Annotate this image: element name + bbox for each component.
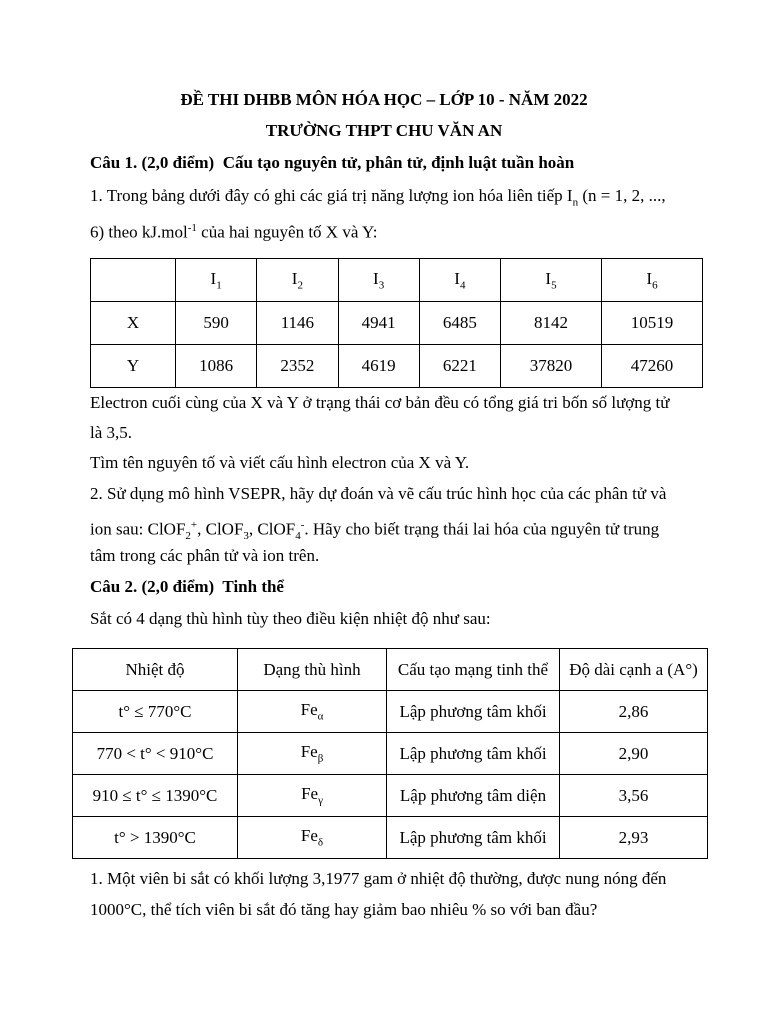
q2-topic: Tinh thể bbox=[222, 577, 284, 596]
table-row bbox=[73, 733, 708, 775]
edge-length-cell: 2,90 bbox=[560, 733, 708, 775]
q2-heading bbox=[90, 576, 710, 598]
q2-label: Câu 2. (2,0 điểm) bbox=[90, 577, 215, 596]
table-cell: 4619 bbox=[338, 345, 419, 388]
temperature-cell: t° ≤ 770°C bbox=[73, 691, 238, 733]
table-row bbox=[73, 775, 708, 817]
q1-after-line3: Tìm tên nguyên tố và viết cấu hình electron của X và Y. bbox=[90, 453, 470, 472]
table-row bbox=[73, 817, 708, 859]
table-corner-cell bbox=[91, 259, 176, 302]
allotrope-cell: $Fe_\alpha$ bbox=[238, 691, 387, 733]
table-cell: 6221 bbox=[419, 345, 500, 388]
header-cell: Cấu tạo mạng tinh thể bbox=[387, 649, 560, 691]
q1-item2-line1: 2. Sử dụng mô hình VSEPR, hãy dự đoán và vẽ cấu trúc hình học của các phân tử và bbox=[90, 484, 667, 503]
q1-paragraph-line1: 1. Trong bảng dưới đây có ghi các giá trị năng lượng ion hóa liên tiếp $I_n$ (n = 1, 2, ..., bbox=[90, 186, 666, 209]
table-cell: 6485 bbox=[419, 302, 500, 345]
q1-after-line2: là 3,5. bbox=[90, 423, 133, 442]
q1-topic: Cấu tạo nguyên tử, phân tử, định luật tuần hoàn bbox=[222, 153, 575, 172]
table-cell: 1086 bbox=[176, 345, 257, 388]
temperature-cell: t° > 1390°C bbox=[73, 817, 238, 859]
edge-length-cell: 3,56 bbox=[560, 775, 708, 817]
table-header-row bbox=[73, 649, 708, 691]
q1-heading bbox=[90, 152, 710, 174]
q1-item2-line3: tâm trong các phân tử và ion trên. bbox=[90, 546, 320, 565]
school-name: TRƯỜNG THPT CHU VĂN AN bbox=[265, 121, 503, 140]
lattice-cell: Lập phương tâm khối bbox=[387, 691, 560, 733]
q1-after-line1: Electron cuối cùng của X và Y ở trạng thái cơ bản đều có tổng giá tri bốn số lượng tử bbox=[90, 393, 670, 412]
table-row bbox=[73, 691, 708, 733]
q2-paragraph-line1: 1. Một viên bi sắt có khối lượng 3,1977 gam ở nhiệt độ thường, được nung nóng đến bbox=[90, 869, 667, 888]
table-header-row bbox=[91, 259, 703, 302]
table-cell: 8142 bbox=[501, 302, 602, 345]
table-row bbox=[91, 345, 703, 388]
exam-title: ĐỀ THI DHBB MÔN HÓA HỌC – LỚP 10 - NĂM 2022 bbox=[180, 90, 588, 109]
table-cell: 4941 bbox=[338, 302, 419, 345]
allotrope-cell: $Fe_\gamma$ bbox=[238, 775, 387, 817]
temperature-cell: 910 ≤ t° ≤ 1390°C bbox=[73, 775, 238, 817]
header-cell: $I_4$ bbox=[419, 259, 500, 302]
iron-allotropes-table bbox=[72, 648, 708, 859]
q1-paragraph-line2: 6) theo kJ.mol$^{-1}$ của hai nguyên tố X và Y: bbox=[90, 222, 378, 242]
lattice-cell: Lập phương tâm khối bbox=[387, 733, 560, 775]
edge-length-cell: 2,86 bbox=[560, 691, 708, 733]
q1-label: Câu 1. (2,0 điểm) bbox=[90, 153, 215, 172]
table-cell: 10519 bbox=[601, 302, 702, 345]
table-cell: 1146 bbox=[257, 302, 338, 345]
header-cell: $I_5$ bbox=[501, 259, 602, 302]
header-cell: Nhiệt độ bbox=[73, 649, 238, 691]
allotrope-cell: $Fe_\beta$ bbox=[238, 733, 387, 775]
table-row bbox=[91, 302, 703, 345]
edge-length-cell: 2,93 bbox=[560, 817, 708, 859]
lattice-cell: Lập phương tâm khối bbox=[387, 817, 560, 859]
header-cell: Dạng thù hình bbox=[238, 649, 387, 691]
table-cell: 590 bbox=[176, 302, 257, 345]
header-cell: Độ dài cạnh a (A°) bbox=[560, 649, 708, 691]
allotrope-cell: $Fe_\delta$ bbox=[238, 817, 387, 859]
row-label: Y bbox=[91, 345, 176, 388]
header-cell: $I_3$ bbox=[338, 259, 419, 302]
header-cell: $I_1$ bbox=[176, 259, 257, 302]
temperature-cell: 770 < t° < 910°C bbox=[73, 733, 238, 775]
header-cell: $I_2$ bbox=[257, 259, 338, 302]
header-cell: $I_6$ bbox=[601, 259, 702, 302]
table-cell: 2352 bbox=[257, 345, 338, 388]
table-cell: 37820 bbox=[501, 345, 602, 388]
q1-item2-line2: ion sau: ClOF$_2$+, ClOF$_3$, ClOF$_4$-. Hãy cho biết trạng thái lai hóa của nguyên tử trung bbox=[90, 519, 660, 543]
q2-paragraph-line2: 1000°C, thể tích viên bi sắt đó tăng hay giảm bao nhiêu % so với ban đầu? bbox=[90, 900, 598, 919]
ionization-energy-table bbox=[90, 258, 703, 388]
lattice-cell: Lập phương tâm diện bbox=[387, 775, 560, 817]
table-cell: 47260 bbox=[601, 345, 702, 388]
row-label: X bbox=[91, 302, 176, 345]
q2-intro: Sắt có 4 dạng thù hình tùy theo điều kiện nhiệt độ như sau: bbox=[90, 609, 491, 628]
